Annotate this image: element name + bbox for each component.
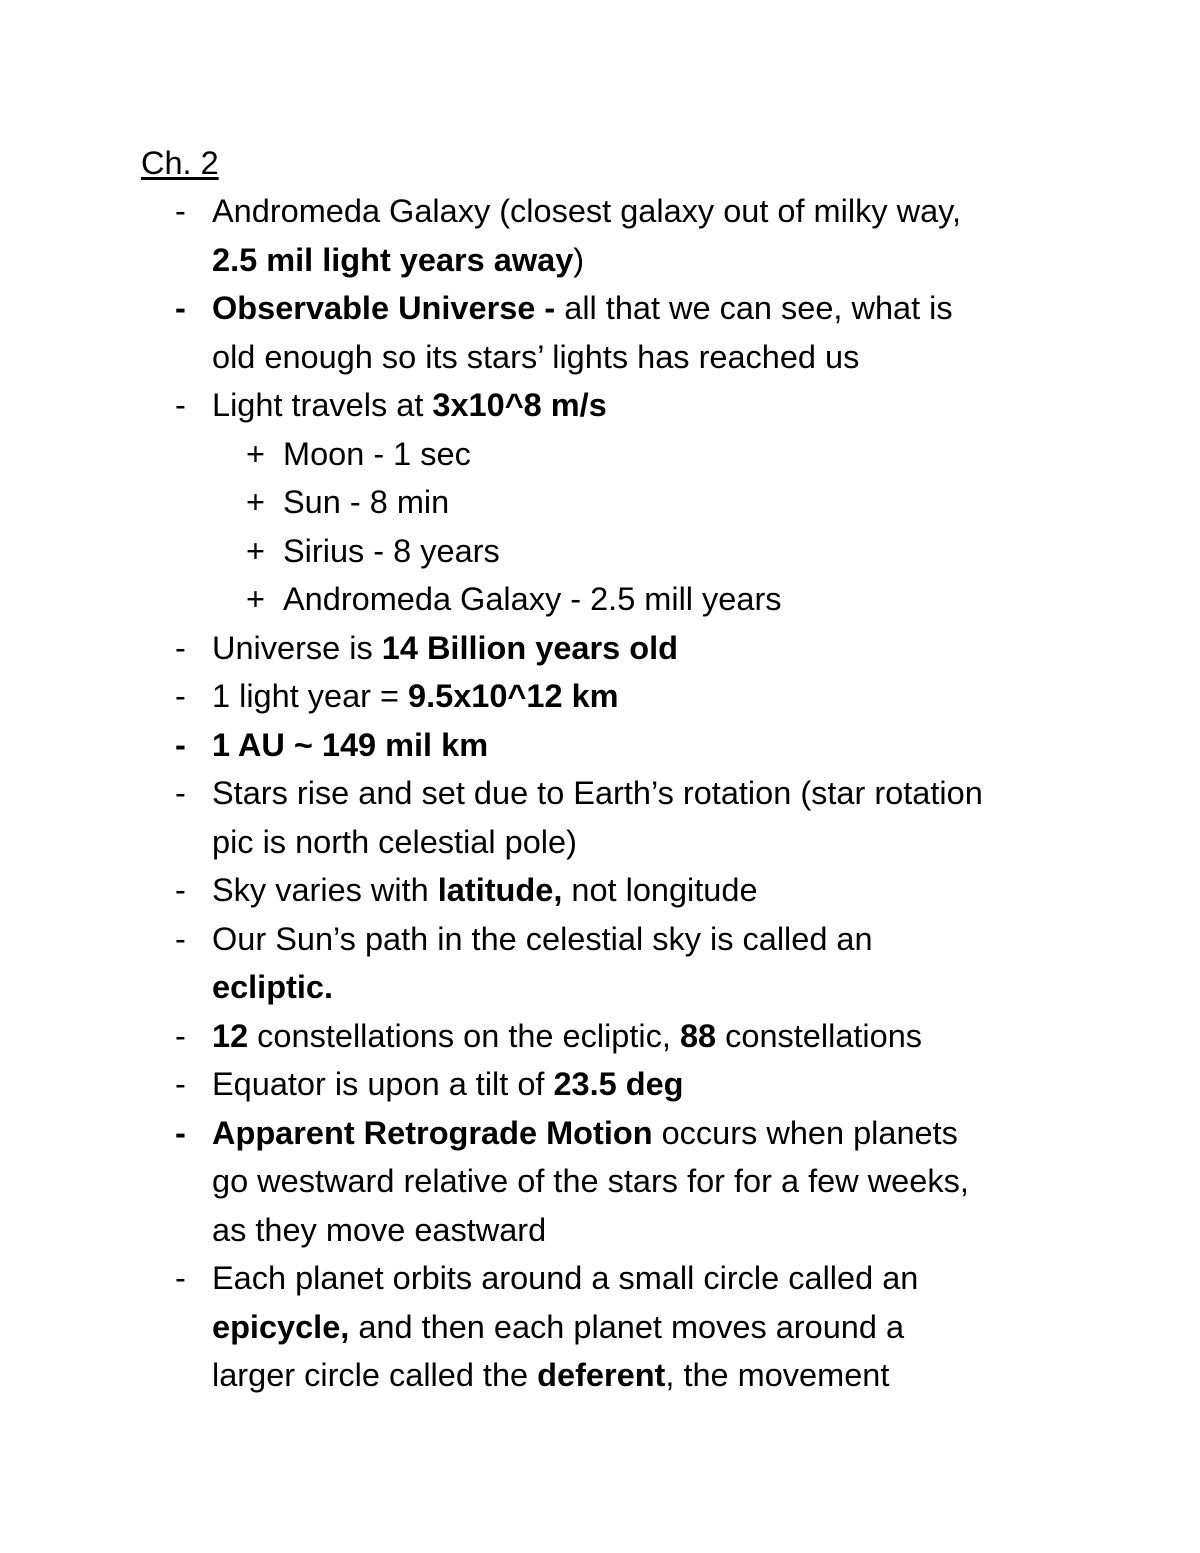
bold-text: 3x10^8 m/s [432,387,607,423]
text-segment: Sky varies with [212,872,438,908]
text-segment: pic is north celestial pole) [212,823,577,860]
text-segment: and then each planet moves around a [349,1308,905,1345]
bullet-dash: - [175,920,186,957]
sub-list-item [0,527,1200,576]
text-segment: old enough so its stars’ lights has reached us [212,338,860,375]
text-segment: constellations on the ecliptic, [248,1017,680,1054]
text-segment: all that we can see, what is [555,290,953,326]
bold-text: 1 AU ~ 149 mil km [212,726,489,763]
bullet-dash: - [175,629,186,666]
text-segment: Universe is [212,629,382,666]
text-line [212,818,1072,867]
text-line [212,236,1072,285]
text-segment: , the movement [665,1357,890,1393]
bullet-dash: - [175,678,186,714]
text-line [212,915,1072,964]
text-line [212,963,1072,1012]
text-line [212,1109,1072,1158]
bold-text: epicycle, [212,1308,350,1345]
text-segment: Our Sun’s path in the celestial sky is called an [212,920,873,957]
list-item-text [212,381,1072,430]
text-segment: as they move eastward [212,1211,547,1248]
text-segment: Equator is upon a tilt of [212,1066,554,1102]
bold-text: 9.5x10^12 km [408,678,619,714]
list-item-text [212,1012,1072,1061]
list-item-text [212,284,1072,381]
text-segment: constellations [716,1017,923,1054]
bullet-plus: + [246,484,265,520]
sub-list-item [0,430,1200,479]
list-item [0,187,1200,284]
list-item [0,381,1200,430]
list-item-text [212,187,1072,284]
list-item [0,866,1200,915]
sub-list-item [0,575,1200,624]
text-line [212,1351,1072,1400]
list-item [0,1060,1200,1109]
text-line [212,1060,1072,1109]
chapter-heading: Ch. 2 [141,145,219,181]
bold-text: 12 [212,1017,249,1054]
text-line [212,187,1072,236]
list-item-text [212,866,1072,915]
bullet-plus: + [246,435,265,472]
list-item-text [212,672,1072,721]
bold-text: 23.5 deg [553,1066,684,1102]
text-segment: Stars rise and set due to Earth’s rotation (star rotation [212,775,983,811]
bold-text: 14 Billion years old [381,629,678,666]
sub-list-item-text: Andromeda Galaxy - 2.5 mill years [283,581,782,617]
notes-list [0,187,1200,1400]
bullet-dash: - [175,387,186,423]
text-line [212,866,1072,915]
bold-text: deferent [537,1357,666,1393]
text-segment: Each planet orbits around a small circle called an [212,1260,919,1296]
list-item [0,624,1200,673]
text-line [212,1012,1072,1061]
bullet-dash: - [175,1066,186,1102]
text-segment: larger circle called the [212,1357,538,1393]
text-line [212,333,1072,382]
sub-list-item-text: Moon - 1 sec [283,435,471,472]
list-item [0,1109,1200,1255]
bullet-dash: - [175,1260,186,1296]
text-line [212,1303,1072,1352]
list-item-text [212,915,1072,1012]
text-line [212,1206,1072,1255]
text-segment: occurs when planets [652,1114,958,1151]
bullet-dash: - [175,726,186,763]
bullet-plus: + [246,581,265,617]
text-segment: not longitude [562,872,758,908]
text-segment: Andromeda Galaxy (closest galaxy out of milky way, [212,193,962,229]
bold-text: 88 [679,1017,717,1054]
bullet-dash: - [175,1017,186,1054]
text-line [212,672,1072,721]
text-line [212,284,1072,333]
list-item [0,915,1200,1012]
list-item [0,284,1200,381]
list-item [0,1012,1200,1061]
list-item-text [212,769,1072,866]
text-line [212,1157,1072,1206]
bullet-dash: - [175,193,186,229]
bullet-dash: - [175,1114,186,1151]
list-item [0,769,1200,866]
bold-text: ecliptic. [212,969,334,1005]
bold-text: Observable Universe - [212,290,556,326]
text-segment: ) [573,241,585,278]
list-item-text [212,1109,1072,1255]
bold-text: latitude, [437,872,563,908]
text-line [212,1254,1072,1303]
sub-list-item-text: Sirius - 8 years [283,532,500,569]
bullet-dash: - [175,775,186,811]
text-line [212,381,1072,430]
sub-list-item [0,478,1200,527]
list-item-text [212,1060,1072,1109]
bullet-plus: + [246,532,265,569]
bold-text: 2.5 mil light years away [212,241,574,278]
text-segment: go westward relative of the stars for for a few weeks, [212,1163,969,1199]
list-item-text [212,624,1072,673]
list-item-text [212,721,1072,770]
list-item [0,1254,1200,1400]
sub-list-item-text: Sun - 8 min [283,484,450,520]
list-item [0,721,1200,770]
bold-text: Apparent Retrograde Motion [212,1114,653,1151]
bullet-dash: - [175,290,186,326]
text-line [212,624,1072,673]
bullet-dash: - [175,872,186,908]
list-item-text [212,1254,1072,1400]
text-line [212,769,1072,818]
text-segment: 1 light year = [212,678,409,714]
text-line [212,721,1072,770]
text-segment: Light travels at [212,387,433,423]
list-item [0,672,1200,721]
